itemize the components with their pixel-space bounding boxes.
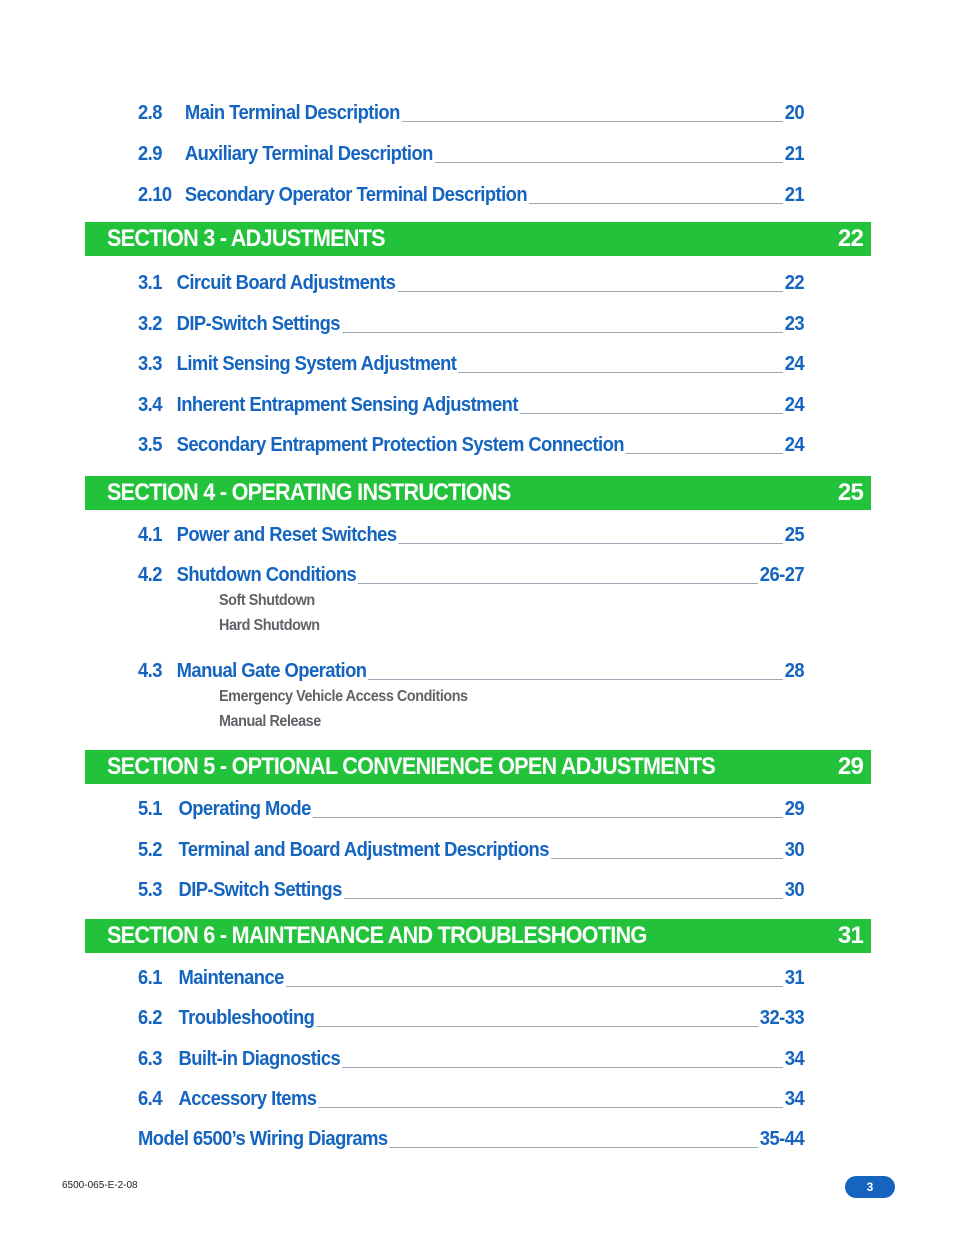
dot-leader bbox=[344, 897, 783, 899]
dot-leader bbox=[397, 290, 783, 292]
dot-leader bbox=[318, 1106, 783, 1108]
document-code: 6500-065-E-2-08 bbox=[62, 1180, 138, 1191]
section-title: SECTION 5 - OPTIONAL CONVENIENCE OPEN ADJUSTMENTS bbox=[107, 753, 716, 780]
entry-page: 24 bbox=[784, 394, 805, 416]
entry-page: 29 bbox=[784, 798, 805, 820]
entry-page: 34 bbox=[784, 1048, 805, 1070]
dot-leader bbox=[389, 1146, 758, 1148]
section-title: SECTION 3 - ADJUSTMENTS bbox=[107, 225, 385, 252]
toc-entry-3-3[interactable] bbox=[138, 352, 804, 376]
entry-title: DIP-Switch Settings bbox=[178, 879, 342, 901]
entry-page: 20 bbox=[784, 102, 805, 124]
entry-title: Operating Mode bbox=[178, 798, 311, 820]
entry-title: Secondary Entrapment Protection System Connection bbox=[176, 434, 625, 456]
entry-title: Accessory Items bbox=[178, 1088, 317, 1110]
entry-number: 5.3 bbox=[138, 879, 162, 901]
entry-page: 30 bbox=[784, 879, 805, 901]
toc-entry-5-3[interactable] bbox=[138, 878, 804, 902]
entry-page: 21 bbox=[784, 184, 805, 206]
dot-leader bbox=[342, 331, 783, 333]
dot-leader bbox=[316, 1025, 758, 1027]
dot-leader bbox=[286, 985, 783, 987]
section-title: SECTION 4 - OPERATING INSTRUCTIONS bbox=[107, 479, 511, 506]
dot-leader bbox=[398, 542, 782, 544]
entry-title: Limit Sensing System Adjustment bbox=[176, 353, 457, 375]
entry-number: 5.2 bbox=[138, 839, 162, 861]
dot-leader bbox=[529, 202, 783, 204]
entry-number: 6.1 bbox=[138, 967, 162, 989]
entry-title: Terminal and Board Adjustment Descriptions bbox=[178, 839, 549, 861]
toc-entry-4-2[interactable] bbox=[138, 563, 804, 587]
toc-entry-6-4[interactable] bbox=[138, 1087, 804, 1111]
entry-page: 25 bbox=[784, 524, 805, 546]
toc-entry-2-9[interactable] bbox=[138, 142, 804, 166]
dot-leader bbox=[368, 678, 783, 680]
entry-title: Circuit Board Adjustments bbox=[176, 272, 396, 294]
entry-title: Model 6500’s Wiring Diagrams bbox=[138, 1128, 388, 1150]
entry-page: 26-27 bbox=[759, 564, 805, 586]
entry-page: 24 bbox=[784, 434, 805, 456]
sub-entry-soft-shutdown[interactable]: Soft Shutdown bbox=[219, 592, 315, 609]
section-3-header[interactable] bbox=[85, 222, 871, 256]
entry-page: 30 bbox=[784, 839, 805, 861]
section-6-header[interactable] bbox=[85, 919, 871, 953]
entry-title: Maintenance bbox=[178, 967, 284, 989]
entry-page: 28 bbox=[784, 660, 805, 682]
entry-title: Power and Reset Switches bbox=[176, 524, 397, 546]
entry-page: 34 bbox=[784, 1088, 805, 1110]
entry-number: 4.2 bbox=[138, 564, 162, 586]
dot-leader bbox=[458, 371, 783, 373]
entry-page: 23 bbox=[784, 313, 805, 335]
entry-number: 6.3 bbox=[138, 1048, 162, 1070]
toc-entry-4-1[interactable] bbox=[138, 523, 804, 547]
entry-number: 3.1 bbox=[138, 272, 162, 294]
toc-entry-6-1[interactable] bbox=[138, 966, 804, 990]
entry-title: Manual Gate Operation bbox=[176, 660, 367, 682]
entry-number: 5.1 bbox=[138, 798, 162, 820]
toc-entry-3-5[interactable] bbox=[138, 433, 804, 457]
entry-page: 21 bbox=[784, 143, 805, 165]
entry-number: 2.9 bbox=[138, 143, 162, 165]
toc-entry-wiring-diagrams[interactable] bbox=[138, 1127, 804, 1151]
entry-page: 32-33 bbox=[759, 1007, 805, 1029]
entry-title: Auxiliary Terminal Description bbox=[184, 143, 433, 165]
entry-title: Shutdown Conditions bbox=[176, 564, 357, 586]
toc-entry-3-2[interactable] bbox=[138, 312, 804, 336]
dot-leader bbox=[342, 1066, 783, 1068]
dot-leader bbox=[551, 857, 783, 859]
sub-entry-emergency-vehicle-access[interactable]: Emergency Vehicle Access Conditions bbox=[219, 688, 468, 705]
dot-leader bbox=[626, 452, 783, 454]
dot-leader bbox=[313, 816, 783, 818]
toc-entry-5-1[interactable] bbox=[138, 797, 804, 821]
section-title: SECTION 6 - MAINTENANCE AND TROUBLESHOOTING bbox=[107, 922, 647, 949]
toc-entry-6-3[interactable] bbox=[138, 1047, 804, 1071]
entry-number: 6.2 bbox=[138, 1007, 162, 1029]
toc-entry-5-2[interactable] bbox=[138, 838, 804, 862]
toc-entry-3-4[interactable] bbox=[138, 393, 804, 417]
section-4-header[interactable] bbox=[85, 476, 871, 510]
entry-number: 3.5 bbox=[138, 434, 162, 456]
entry-number: 2.10 bbox=[138, 184, 172, 206]
toc-entry-2-10[interactable] bbox=[138, 183, 804, 207]
entry-page: 22 bbox=[784, 272, 805, 294]
entry-page: 35-44 bbox=[759, 1128, 805, 1150]
toc-entry-3-1[interactable] bbox=[138, 271, 804, 295]
sub-entry-hard-shutdown[interactable]: Hard Shutdown bbox=[219, 617, 320, 634]
entry-page: 31 bbox=[784, 967, 805, 989]
entry-number: 2.8 bbox=[138, 102, 162, 124]
page-number-badge: 3 bbox=[845, 1176, 895, 1198]
dot-leader bbox=[402, 120, 783, 122]
entry-title: Secondary Operator Terminal Description bbox=[184, 184, 528, 206]
section-page: 25 bbox=[837, 479, 863, 506]
entry-number: 4.3 bbox=[138, 660, 162, 682]
toc-entry-4-3[interactable] bbox=[138, 659, 804, 683]
sub-entry-manual-release[interactable]: Manual Release bbox=[219, 713, 321, 730]
dot-leader bbox=[435, 161, 783, 163]
section-page: 29 bbox=[837, 753, 863, 780]
section-5-header[interactable] bbox=[85, 750, 871, 784]
entry-number: 3.4 bbox=[138, 394, 162, 416]
entry-title: Built-in Diagnostics bbox=[178, 1048, 341, 1070]
entry-number: 4.1 bbox=[138, 524, 162, 546]
entry-page: 24 bbox=[784, 353, 805, 375]
entry-number: 3.2 bbox=[138, 313, 162, 335]
toc-entry-6-2[interactable] bbox=[138, 1006, 804, 1030]
entry-title: Inherent Entrapment Sensing Adjustment bbox=[176, 394, 518, 416]
entry-title: Troubleshooting bbox=[178, 1007, 315, 1029]
entry-title: Main Terminal Description bbox=[184, 102, 400, 124]
dot-leader bbox=[358, 582, 758, 584]
entry-number: 3.3 bbox=[138, 353, 162, 375]
section-page: 31 bbox=[837, 922, 863, 949]
section-page: 22 bbox=[837, 225, 863, 252]
entry-title: DIP-Switch Settings bbox=[176, 313, 340, 335]
dot-leader bbox=[520, 412, 783, 414]
entry-number: 6.4 bbox=[138, 1088, 162, 1110]
toc-entry-2-8[interactable] bbox=[138, 101, 804, 125]
